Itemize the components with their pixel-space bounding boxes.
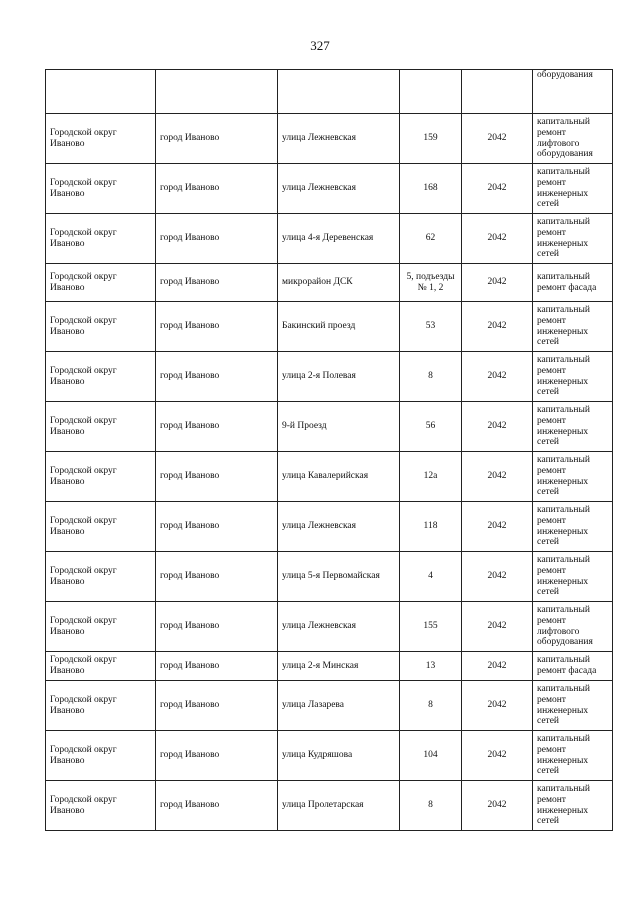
table-row bbox=[46, 402, 613, 452]
cell-house: 53 bbox=[400, 302, 462, 352]
cell-house: 5, подъезды № 1, 2 bbox=[400, 264, 462, 302]
cell-city: город Иваново bbox=[156, 302, 278, 352]
cell-work: капитальный ремонт инженерных сетей bbox=[533, 214, 613, 264]
page-number: 327 bbox=[310, 38, 330, 53]
cell-street: улица Кавалерийская bbox=[278, 452, 400, 502]
cell-street: улица Лежневская bbox=[278, 114, 400, 164]
table-row bbox=[46, 681, 613, 731]
cell-house: 12а bbox=[400, 452, 462, 502]
cell-work: капитальный ремонт лифтового оборудования bbox=[533, 602, 613, 652]
table-row-continued bbox=[46, 70, 613, 114]
cell-work: капитальный ремонт инженерных сетей bbox=[533, 302, 613, 352]
cell-house: 8 bbox=[400, 781, 462, 831]
table-row bbox=[46, 164, 613, 214]
cell-region: Городской округ Иваново bbox=[46, 602, 156, 652]
cell-city: город Иваново bbox=[156, 781, 278, 831]
cell-city: город Иваново bbox=[156, 214, 278, 264]
cell-year: 2042 bbox=[462, 452, 533, 502]
cell-city: город Иваново bbox=[156, 352, 278, 402]
cell-region: Городской округ Иваново bbox=[46, 452, 156, 502]
cell-work: капитальный ремонт инженерных сетей bbox=[533, 502, 613, 552]
table-row bbox=[46, 452, 613, 502]
table-row bbox=[46, 214, 613, 264]
cell-house: 155 bbox=[400, 602, 462, 652]
cell-house: 56 bbox=[400, 402, 462, 452]
cell-house bbox=[400, 70, 462, 114]
cell-year: 2042 bbox=[462, 302, 533, 352]
cell-work: капитальный ремонт фасада bbox=[533, 264, 613, 302]
cell-work: капитальный ремонт инженерных сетей bbox=[533, 781, 613, 831]
table-row bbox=[46, 652, 613, 681]
cell-city: город Иваново bbox=[156, 502, 278, 552]
cell-year: 2042 bbox=[462, 114, 533, 164]
cell-city: город Иваново bbox=[156, 164, 278, 214]
table-row bbox=[46, 552, 613, 602]
cell-work: капитальный ремонт инженерных сетей bbox=[533, 352, 613, 402]
cell-house: 118 bbox=[400, 502, 462, 552]
cell-street: улица 2-я Минская bbox=[278, 652, 400, 681]
cell-work: капитальный ремонт инженерных сетей bbox=[533, 402, 613, 452]
table-row bbox=[46, 602, 613, 652]
table-row bbox=[46, 781, 613, 831]
cell-year: 2042 bbox=[462, 402, 533, 452]
cell-street: улица Пролетарская bbox=[278, 781, 400, 831]
cell-city: город Иваново bbox=[156, 264, 278, 302]
repair-schedule-table bbox=[45, 69, 613, 831]
cell-city: город Иваново bbox=[156, 681, 278, 731]
cell-region: Городской округ Иваново bbox=[46, 402, 156, 452]
table-row bbox=[46, 731, 613, 781]
cell-city: город Иваново bbox=[156, 114, 278, 164]
cell-street: микрорайон ДСК bbox=[278, 264, 400, 302]
cell-street: улица 2-я Полевая bbox=[278, 352, 400, 402]
cell-city: город Иваново bbox=[156, 602, 278, 652]
cell-region: Городской округ Иваново bbox=[46, 214, 156, 264]
cell-year: 2042 bbox=[462, 264, 533, 302]
cell-work: капитальный ремонт инженерных сетей bbox=[533, 681, 613, 731]
cell-region: Городской округ Иваново bbox=[46, 681, 156, 731]
table-row bbox=[46, 264, 613, 302]
cell-year: 2042 bbox=[462, 781, 533, 831]
cell-work: капитальный ремонт фасада bbox=[533, 652, 613, 681]
cell-work: оборудования bbox=[533, 70, 613, 114]
cell-year: 2042 bbox=[462, 731, 533, 781]
cell-street: 9-й Проезд bbox=[278, 402, 400, 452]
cell-street: улица 4-я Деревенская bbox=[278, 214, 400, 264]
cell-street: улица Лежневская bbox=[278, 602, 400, 652]
cell-region: Городской округ Иваново bbox=[46, 781, 156, 831]
cell-work: капитальный ремонт инженерных сетей bbox=[533, 164, 613, 214]
cell-city: город Иваново bbox=[156, 452, 278, 502]
cell-region: Городской округ Иваново bbox=[46, 114, 156, 164]
cell-region: Городской округ Иваново bbox=[46, 652, 156, 681]
cell-city: город Иваново bbox=[156, 731, 278, 781]
cell-region: Городской округ Иваново bbox=[46, 302, 156, 352]
cell-house: 8 bbox=[400, 681, 462, 731]
cell-city: город Иваново bbox=[156, 652, 278, 681]
cell-year: 2042 bbox=[462, 164, 533, 214]
cell-city bbox=[156, 70, 278, 114]
cell-house: 104 bbox=[400, 731, 462, 781]
cell-street: улица 5-я Первомайская bbox=[278, 552, 400, 602]
cell-city: город Иваново bbox=[156, 402, 278, 452]
cell-street bbox=[278, 70, 400, 114]
cell-work: капитальный ремонт инженерных сетей bbox=[533, 731, 613, 781]
cell-year: 2042 bbox=[462, 352, 533, 402]
cell-year: 2042 bbox=[462, 652, 533, 681]
cell-house: 8 bbox=[400, 352, 462, 402]
cell-street: улица Лежневская bbox=[278, 502, 400, 552]
cell-city: город Иваново bbox=[156, 552, 278, 602]
cell-work: капитальный ремонт инженерных сетей bbox=[533, 452, 613, 502]
cell-street: улица Лазарева bbox=[278, 681, 400, 731]
cell-work: капитальный ремонт лифтового оборудования bbox=[533, 114, 613, 164]
cell-year: 2042 bbox=[462, 681, 533, 731]
table-row bbox=[46, 302, 613, 352]
cell-year: 2042 bbox=[462, 602, 533, 652]
cell-year: 2042 bbox=[462, 552, 533, 602]
cell-house: 168 bbox=[400, 164, 462, 214]
table-row bbox=[46, 114, 613, 164]
cell-region: Городской округ Иваново bbox=[46, 264, 156, 302]
cell-house: 159 bbox=[400, 114, 462, 164]
cell-region: Городской округ Иваново bbox=[46, 502, 156, 552]
cell-region bbox=[46, 70, 156, 114]
cell-year: 2042 bbox=[462, 214, 533, 264]
cell-region: Городской округ Иваново bbox=[46, 164, 156, 214]
cell-house: 4 bbox=[400, 552, 462, 602]
cell-street: Бакинский проезд bbox=[278, 302, 400, 352]
table-row bbox=[46, 502, 613, 552]
cell-house: 62 bbox=[400, 214, 462, 264]
cell-work: капитальный ремонт инженерных сетей bbox=[533, 552, 613, 602]
cell-street: улица Лежневская bbox=[278, 164, 400, 214]
cell-region: Городской округ Иваново bbox=[46, 552, 156, 602]
table-row bbox=[46, 352, 613, 402]
cell-street: улица Кудряшова bbox=[278, 731, 400, 781]
cell-house: 13 bbox=[400, 652, 462, 681]
cell-year bbox=[462, 70, 533, 114]
cell-region: Городской округ Иваново bbox=[46, 352, 156, 402]
cell-year: 2042 bbox=[462, 502, 533, 552]
cell-region: Городской округ Иваново bbox=[46, 731, 156, 781]
